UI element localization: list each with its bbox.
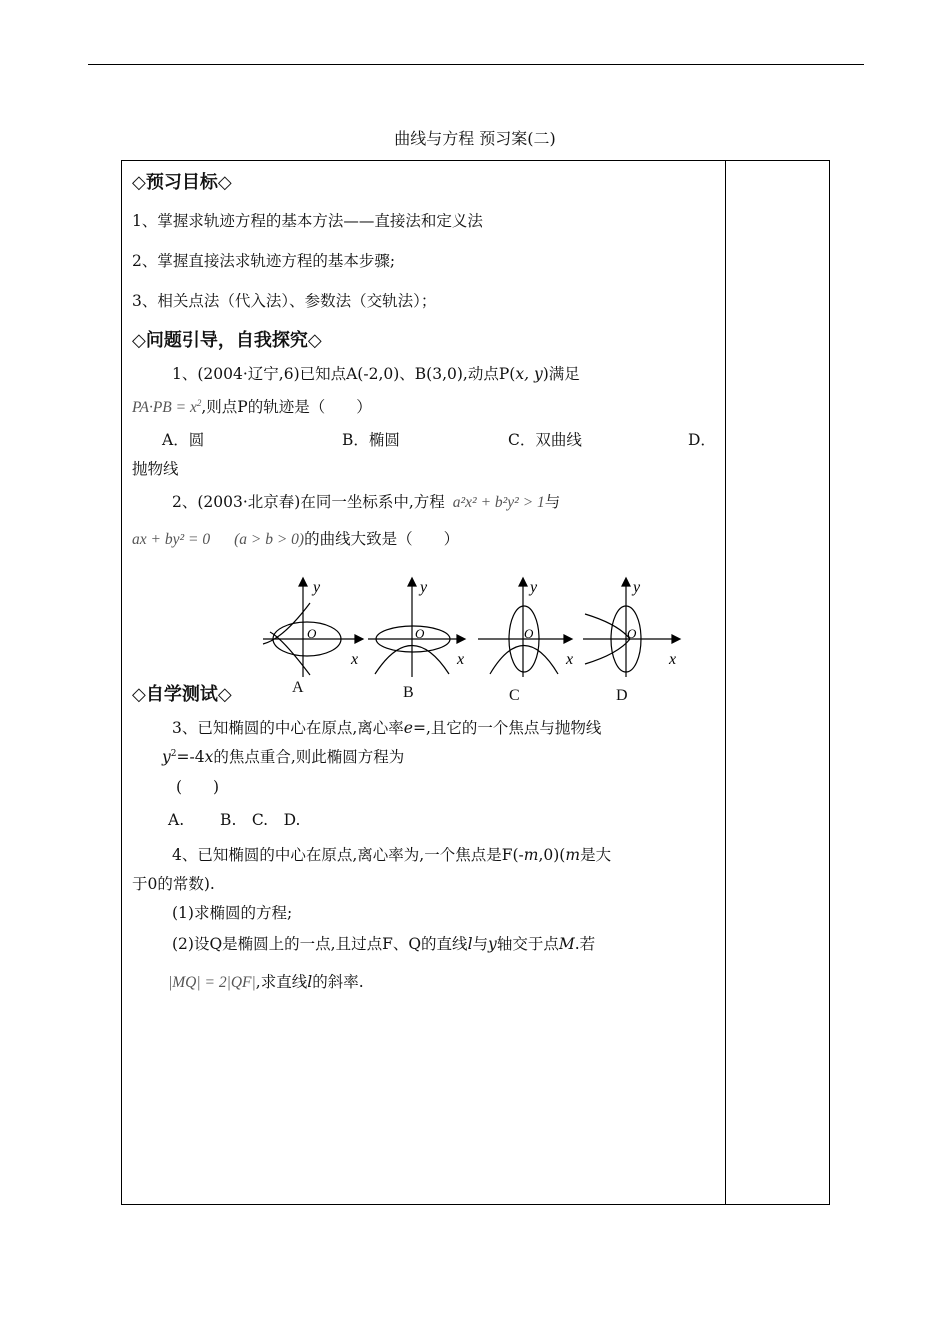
question-2-line-1	[172, 490, 560, 512]
graph-option-b-label: B	[403, 684, 414, 701]
question-2-line-2	[132, 527, 459, 549]
question-1-line-2	[132, 395, 372, 417]
goal-3: 3、相关点法（代入法）、参数法（交轨法）；	[132, 292, 437, 310]
q3-answer-paren: ( )	[176, 778, 220, 796]
question-3-line-2: $y^2=-4x$的焦点重合,则此椭圆方程为	[162, 748, 405, 766]
q4-line4-end: 的斜率.	[312, 973, 364, 991]
q4-text-prefix: 4、已知椭圆的中心在原点,离心率为,一个焦点是F(-	[172, 846, 524, 864]
q3-e-var: e	[403, 719, 413, 737]
q3-text-prefix: 3、已知椭圆的中心在原点,离心率	[172, 719, 404, 737]
q4-line1-suffix: 是大	[580, 846, 612, 864]
q2-formula-3: (a > b > 0)	[234, 531, 305, 548]
q4-part2-prefix: (2)设Q是椭圆上的一点,且过点F、Q的直线	[172, 935, 468, 953]
goal-2: 2、掌握直接法求轨迹方程的基本步骤;	[132, 252, 396, 270]
q3-line2-suffix: 的焦点重合,则此椭圆方程为	[213, 748, 405, 766]
q4-part2-suffix: .若	[574, 935, 596, 953]
question-4-line-2: 于0的常数).	[132, 875, 215, 893]
q2-line2-suffix: 的曲线大致是（ ）	[304, 530, 460, 548]
graph-d-y-label: y	[633, 579, 641, 596]
q4-formula: |MQ| = 2|QF|	[168, 974, 256, 991]
graph-b-origin-label: O	[415, 626, 425, 641]
q4-part2-mid: 与	[472, 935, 489, 953]
q1-vars: x, y	[515, 365, 543, 383]
graph-a-y-label: y	[313, 579, 321, 596]
graph-c-y-label: y	[530, 579, 538, 596]
goal-1: 1、掌握求轨迹方程的基本方法——直接法和定义法	[132, 212, 483, 230]
q2-text-end: 与	[544, 493, 561, 511]
q1-option-a: A．圆	[162, 431, 205, 449]
graph-option-d-label: D	[616, 687, 628, 704]
graph-a-origin-label: O	[307, 626, 317, 641]
q2-formula-2: ax + by² = 0	[132, 531, 211, 548]
q1-text-prefix: 1、(2004·辽宁,6)已知点A(-2,0)、B(3,0),动点P(	[172, 365, 516, 383]
q4-y-var: y	[488, 935, 497, 953]
question-4-part-2	[172, 932, 595, 954]
q3-line2-mid: =-4	[176, 748, 205, 766]
graph-option-a-label: A	[292, 679, 304, 696]
q1-formula: PA·PB = x	[132, 399, 197, 416]
q4-l-var: l	[467, 935, 473, 953]
graph-b-y-label: y	[420, 579, 428, 596]
q4-M-var: M	[558, 935, 575, 953]
question-3-line-1	[172, 716, 601, 738]
q2-formula-1: a²x² + b²y² > 1	[452, 494, 545, 511]
question-4-part-1: (1)求椭圆的方程;	[172, 904, 293, 922]
q4-line4-suffix: ,求直线	[255, 973, 308, 991]
q3-x-var: x	[204, 748, 214, 766]
q4-part2-mid2: 轴交于点	[496, 935, 559, 953]
graph-option-c-label: C	[509, 687, 520, 704]
section-heading-goals: ◇预习目标◇	[132, 172, 232, 193]
notes-column-divider	[725, 160, 726, 1205]
q2-text: 2、(2003·北京春)在同一坐标系中,方程	[172, 493, 445, 511]
q1-option-d: D．	[688, 431, 716, 449]
q3-options: A. B. C. D.	[168, 811, 301, 829]
question-4-line-1	[172, 843, 611, 865]
question-4-line-4	[168, 970, 364, 992]
q4-line1-mid: ,0)(	[538, 846, 566, 864]
q4-m-var-2: m	[565, 846, 581, 864]
q4-l-var-2: l	[307, 973, 313, 991]
q4-m-var: m	[523, 846, 539, 864]
q1-option-c: C．双曲线	[508, 431, 582, 449]
q1-formula-exponent: 2	[196, 397, 202, 408]
graph-b-x-label: x	[457, 651, 465, 668]
question-1-line-1	[172, 362, 580, 384]
q3-y-var: y	[162, 748, 171, 766]
document-title: 曲线与方程 预习案(二)	[394, 129, 556, 148]
header-rule	[88, 64, 864, 65]
q1-option-d-continued: 抛物线	[132, 460, 179, 478]
q3-text-suffix: =,且它的一个焦点与抛物线	[412, 719, 602, 737]
q1-text-suffix: )满足	[542, 365, 580, 383]
section-heading-selftest: ◇自学测试◇	[132, 684, 232, 705]
graph-a-x-label: x	[351, 651, 359, 668]
graph-c-x-label: x	[566, 651, 574, 668]
graph-c-origin-label: O	[524, 626, 534, 641]
section-heading-guide: ◇问题引导，自我探究◇	[132, 330, 322, 351]
q1-option-b: B．椭圆	[342, 431, 400, 449]
q1-line2-suffix: ,则点P的轨迹是（ ）	[201, 398, 372, 416]
graph-d-origin-label: O	[627, 626, 637, 641]
graph-d-x-label: x	[669, 651, 677, 668]
q2-curve-options-figure	[258, 572, 698, 682]
